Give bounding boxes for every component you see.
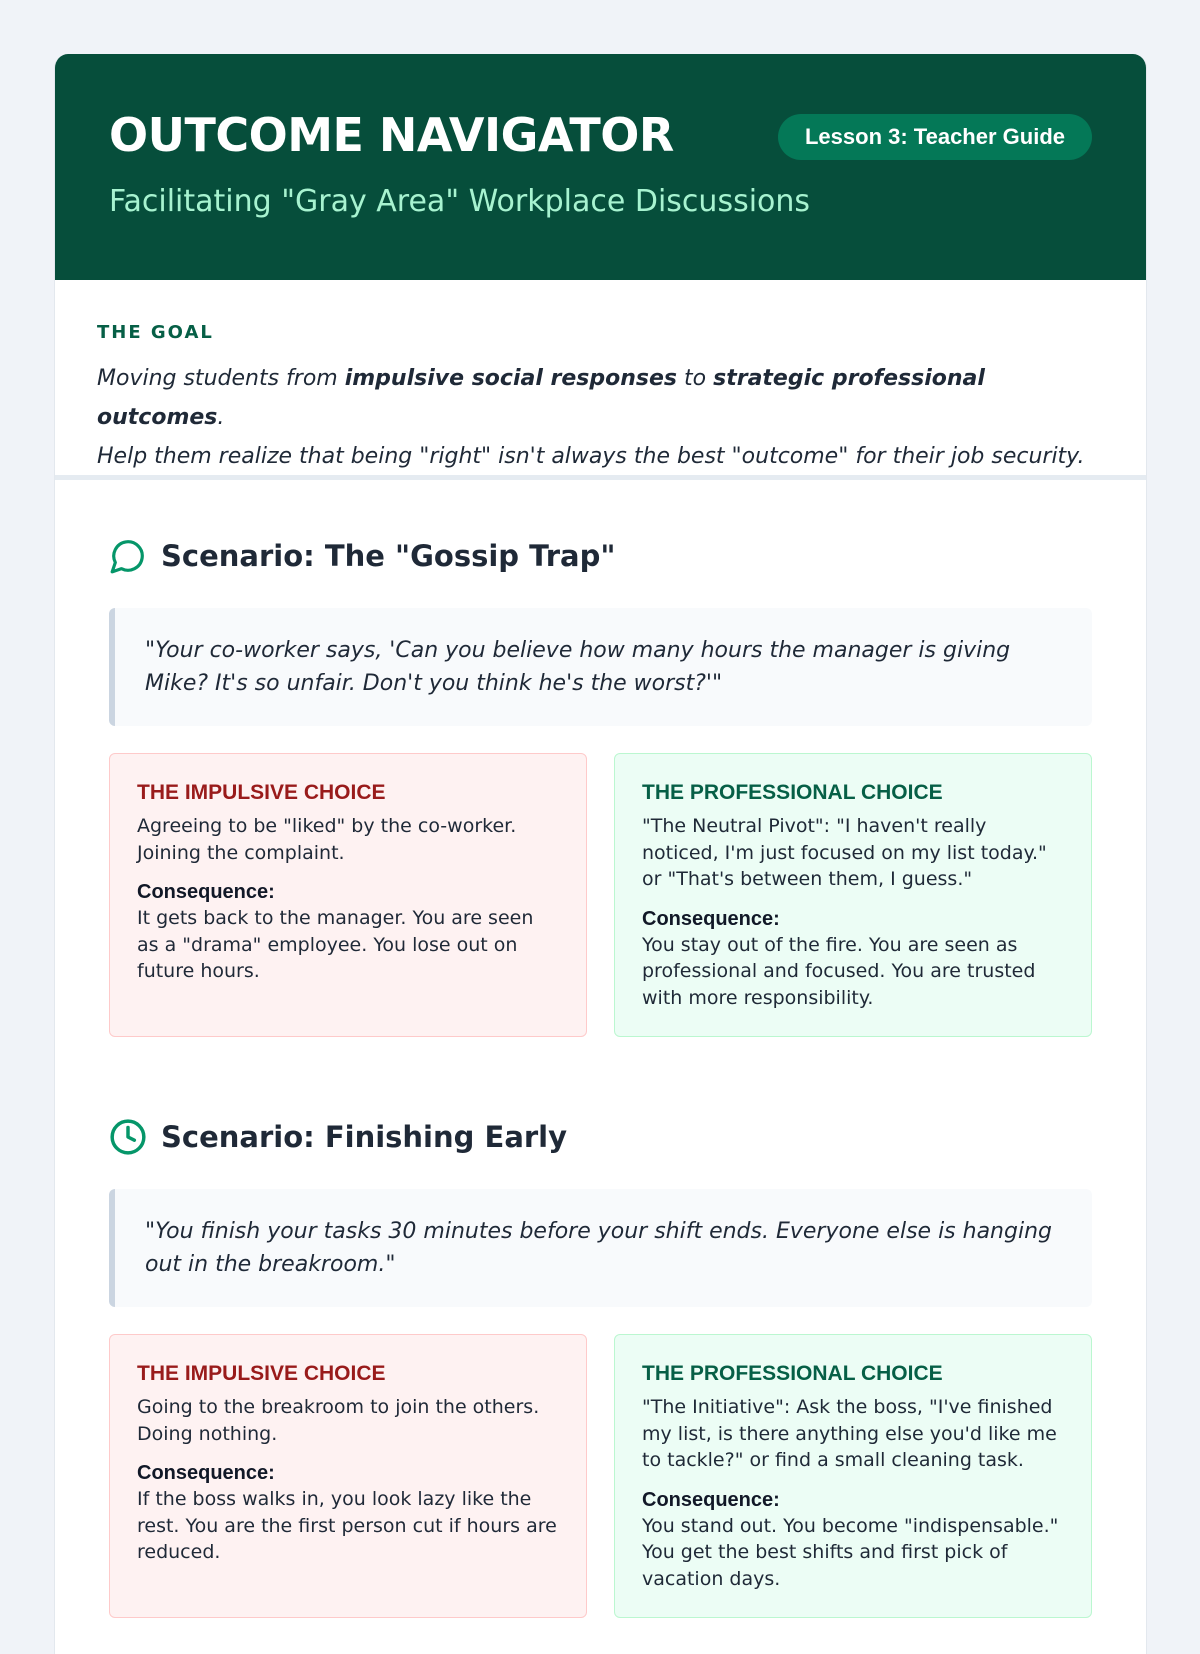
- professional-choice-text: "The Neutral Pivot": "I haven't really noticed, I'm just focused on my list today." or "That's between them, I guess.": [642, 815, 1047, 890]
- goal-text-bold: impulsive social responses: [344, 366, 678, 391]
- impulsive-choice-card: [109, 753, 587, 1037]
- impulsive-choice-card: [109, 1334, 587, 1618]
- scenario-finishing-early: [55, 1117, 1146, 1618]
- goal-label: THE GOAL: [97, 322, 214, 343]
- goal-section: [55, 280, 1146, 480]
- scenario-title: Scenario: Finishing Early: [161, 1120, 568, 1154]
- goal-text-part: Moving students from: [97, 366, 345, 391]
- speech-bubble-icon: [109, 537, 147, 575]
- scenario-header: [109, 536, 1092, 576]
- consequence-text: It gets back to the manager. You are seen as a "drama" employee. You lose out on future hours.: [137, 907, 534, 982]
- professional-choice-card: [614, 753, 1092, 1037]
- goal-text: [97, 359, 1104, 476]
- impulsive-choice-text: Agreeing to be "liked" by the co-worker. Joining the complaint.: [137, 815, 517, 864]
- scenario-header: [109, 1117, 1092, 1157]
- impulsive-choice-text: Going to the breakroom to join the others. Doing nothing.: [137, 1396, 540, 1445]
- consequence-text: If the boss walks in, you look lazy like the rest. You are the first person cut if hours are reduced.: [137, 1488, 557, 1563]
- goal-text-line-2: Help them realize that being "right" isn't always the best "outcome" for their job security.: [97, 444, 1085, 469]
- consequence-text: You stay out of the fire. You are seen as professional and focused. You are trusted with more responsibility.: [642, 933, 1036, 1009]
- lesson-badge: Lesson 3: Teacher Guide: [778, 114, 1092, 160]
- choices-row: [109, 753, 1092, 1037]
- professional-choice-label: THE PROFESSIONAL CHOICE: [642, 1362, 943, 1385]
- consequence-label: Consequence:: [642, 1488, 780, 1511]
- page-subtitle: Facilitating "Gray Area" Workplace Discussions: [109, 184, 811, 219]
- consequence-text: You stand out. You become "indispensable." You get the best shifts and first pick of vacation days.: [642, 1514, 1059, 1590]
- clock-icon: [109, 1118, 147, 1156]
- lesson-card: [54, 54, 1147, 1654]
- consequence-label: Consequence:: [137, 1462, 275, 1484]
- scenario-quote: "Your co-worker says, 'Can you believe how many hours the manager is giving Mike? It's so unfair. Don't you think he's the worst?'": [109, 608, 1092, 726]
- choices-row: [109, 1334, 1092, 1618]
- professional-choice-label: THE PROFESSIONAL CHOICE: [642, 781, 943, 804]
- consequence-label: Consequence:: [137, 881, 275, 903]
- consequence-label: Consequence:: [642, 907, 780, 930]
- impulsive-choice-label: THE IMPULSIVE CHOICE: [137, 781, 386, 804]
- scenario-title: Scenario: The "Gossip Trap": [161, 539, 616, 573]
- scenario-gossip-trap: [55, 536, 1146, 1037]
- impulsive-choice-label: THE IMPULSIVE CHOICE: [137, 1362, 386, 1385]
- goal-text-part: .: [217, 405, 225, 430]
- header: [55, 54, 1146, 280]
- page-title: OUTCOME NAVIGATOR: [109, 108, 674, 162]
- professional-choice-card: [614, 1334, 1092, 1618]
- goal-text-part: to: [677, 366, 714, 391]
- scenario-quote: "You finish your tasks 30 minutes before your shift ends. Everyone else is hanging out in the breakroom.": [109, 1189, 1092, 1307]
- goal-text-bold: strategic professional outcomes: [97, 366, 985, 430]
- professional-choice-text: "The Initiative": Ask the boss, "I've finished my list, is there anything else you'd like me to tackle?" or find a small cleaning task.: [642, 1396, 1057, 1471]
